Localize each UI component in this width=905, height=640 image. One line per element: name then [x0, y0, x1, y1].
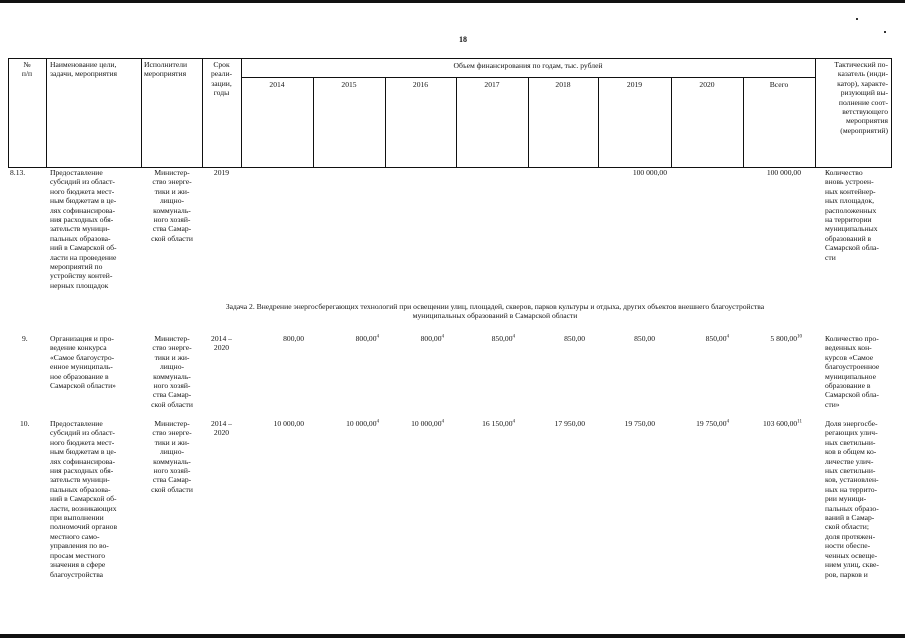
value: 19 750,00: [624, 419, 655, 428]
header-divider: [241, 58, 242, 168]
row-executor: Министер- ство энерге- тики и жи- лищно- коммуналь- ного хозяй- ства Самар- ской области: [151, 419, 193, 494]
row-value-2020: [671, 419, 729, 428]
row-term: 2019: [213, 168, 230, 177]
header-divider: [385, 77, 386, 168]
value: 850,00: [491, 334, 513, 343]
footnote-ref: 4: [726, 334, 729, 340]
footnote-ref: 4: [441, 419, 444, 425]
header-indicator: Тактический по- казатель (инди- катор), характе- ризующий вы- полнение соот- ветствующего мероприятия (мероприятий): [834, 60, 888, 135]
row-num: 9.: [22, 334, 28, 343]
page-number: 18: [459, 35, 467, 44]
footnote-ref: 4: [512, 419, 515, 425]
header-name: Наименование цели, задачи, мероприятия: [50, 60, 118, 79]
row-value-2020: [671, 334, 729, 343]
row-value-total: [743, 334, 802, 343]
row-value-2018: [528, 334, 585, 343]
row-value-2014: [241, 334, 304, 343]
row-name: Предоставление субсидий из област- ного бюджета мест- ным бюджетам в це- лях софинансирова- ния расходных обя- зательств муници- пальных образова- ний в Самарской об- ласти на проведение мероприятий по устройству контей- нерных площадок: [50, 168, 117, 290]
row-num: 8.13.: [10, 168, 26, 177]
value: 16 150,00: [482, 419, 513, 428]
header-divider: [598, 77, 599, 168]
value: 17 950,00: [554, 419, 585, 428]
header-divider: [456, 77, 457, 168]
row-value-2015: [313, 334, 379, 343]
bottom-border: [0, 634, 905, 638]
header-year: 2017: [484, 80, 500, 89]
top-border: [0, 0, 905, 3]
value: 10 000,00: [411, 419, 442, 428]
row-executor: Министер- ство энерге- тики и жи- лищно- коммуналь- ного хозяй- ства Самар- ской области: [151, 168, 193, 243]
row-value-total: 100 000,00: [766, 168, 801, 177]
header-year: 2018: [555, 80, 571, 89]
row-num: 10.: [20, 419, 30, 428]
row-value-2017: [456, 334, 515, 343]
row-name: Предоставление субсидий из област- ного бюджета мест- ным бюджетам в це- лях софинансирова- ния расходных обя- зательств муници- пальных образова- ний в Самарской об- ласти, возникающих при выполнении полномочий органов местного само- управления по во- просам местного значения в сфере благоустройства: [50, 419, 118, 579]
value: 850,00: [705, 334, 727, 343]
footnote-ref: 11: [797, 419, 802, 425]
row-value-2016: [385, 334, 444, 343]
row-term: 2014 – 2020: [211, 419, 232, 438]
value: 10 000,00: [273, 419, 304, 428]
header-divider: [141, 58, 142, 168]
row-name: Организация и про- ведение конкурса «Самое благоустро- енное муниципаль- ное образование в Самарской области»: [50, 334, 116, 391]
header-num: № п/п: [21, 60, 33, 79]
row-value-2019: [598, 334, 655, 343]
header-total: Всего: [769, 80, 789, 89]
header-divider: [743, 77, 744, 168]
header-year: 2014: [269, 80, 285, 89]
row-term: 2014 – 2020: [211, 334, 232, 353]
row-indicator: Количество вновь устроен- ных контейнер- ных площадок, расположенных на территории муниципальных образований в Самарской обла- сти: [825, 168, 879, 262]
row-value-2015: [313, 419, 379, 428]
row-executor: Министер- ство энерге- тики и жи- лищно- коммуналь- ного хозяй- ства Самар- ской области: [151, 334, 193, 409]
header-divider: [528, 77, 529, 168]
row-value-2019: [598, 419, 655, 428]
header-divider: [46, 58, 47, 168]
value: 850,00: [564, 334, 585, 343]
header-year: 2020: [699, 80, 715, 89]
footnote-ref: 4: [376, 419, 379, 425]
footnote-ref: 4: [376, 334, 379, 340]
header-year: 2016: [412, 80, 429, 89]
scan-speck: [856, 18, 858, 20]
header-term: Срок реали- зации, годы: [210, 60, 233, 98]
footnote-ref: 4: [726, 419, 729, 425]
value: 10 000,00: [346, 419, 377, 428]
value: 850,00: [634, 334, 655, 343]
row-value-total: [743, 419, 802, 428]
task-heading: Задача 2. Внедрение энергосберегающих технологий при освещении улиц, площадей, скверов, парков культуры и отдыха, других объектов внешнего благоустройства муниципальных образований в Самарской области: [225, 302, 765, 321]
row-value-2018: [528, 419, 585, 428]
footnote-ref: 10: [797, 334, 802, 340]
value: 800,00: [355, 334, 377, 343]
row-value-2014: [241, 419, 304, 428]
header-year: 2019: [626, 80, 643, 89]
row-value-2019: 100 000,00: [632, 168, 667, 177]
value: 800,00: [420, 334, 442, 343]
row-value-2017: [456, 419, 515, 428]
footnote-ref: 4: [441, 334, 444, 340]
header-financing: Объем финансирования по годам, тыс. рублей: [453, 61, 603, 70]
row-indicator: Количество про- веденных кон- курсов «Самое благоустроенное муниципальное образование в Самарской обла- сти»: [825, 334, 880, 409]
value: 19 750,00: [696, 419, 727, 428]
header-executor: Исполнители мероприятия: [144, 60, 188, 79]
header-divider: [815, 58, 816, 168]
row-value-2016: [385, 419, 444, 428]
header-divider: [313, 77, 314, 168]
value: 5 800,00: [770, 334, 797, 343]
header-year: 2015: [341, 80, 357, 89]
value: 103 600,00: [763, 419, 798, 428]
footnote-ref: 4: [512, 334, 515, 340]
value: 800,00: [283, 334, 304, 343]
row-indicator: Доля энергосбе- регающих улич- ных светильни- ков в общем ко- личестве улич- ных светильни- ков, установлен- ных на террито- рии муници- пальных образо- ваний в Самар- ской области; доля протяжен- ности обеспе- ченных освеще- нием улиц, скве- ров, парков и: [825, 419, 879, 579]
scan-speck: [884, 31, 886, 33]
header-divider: [671, 77, 672, 168]
